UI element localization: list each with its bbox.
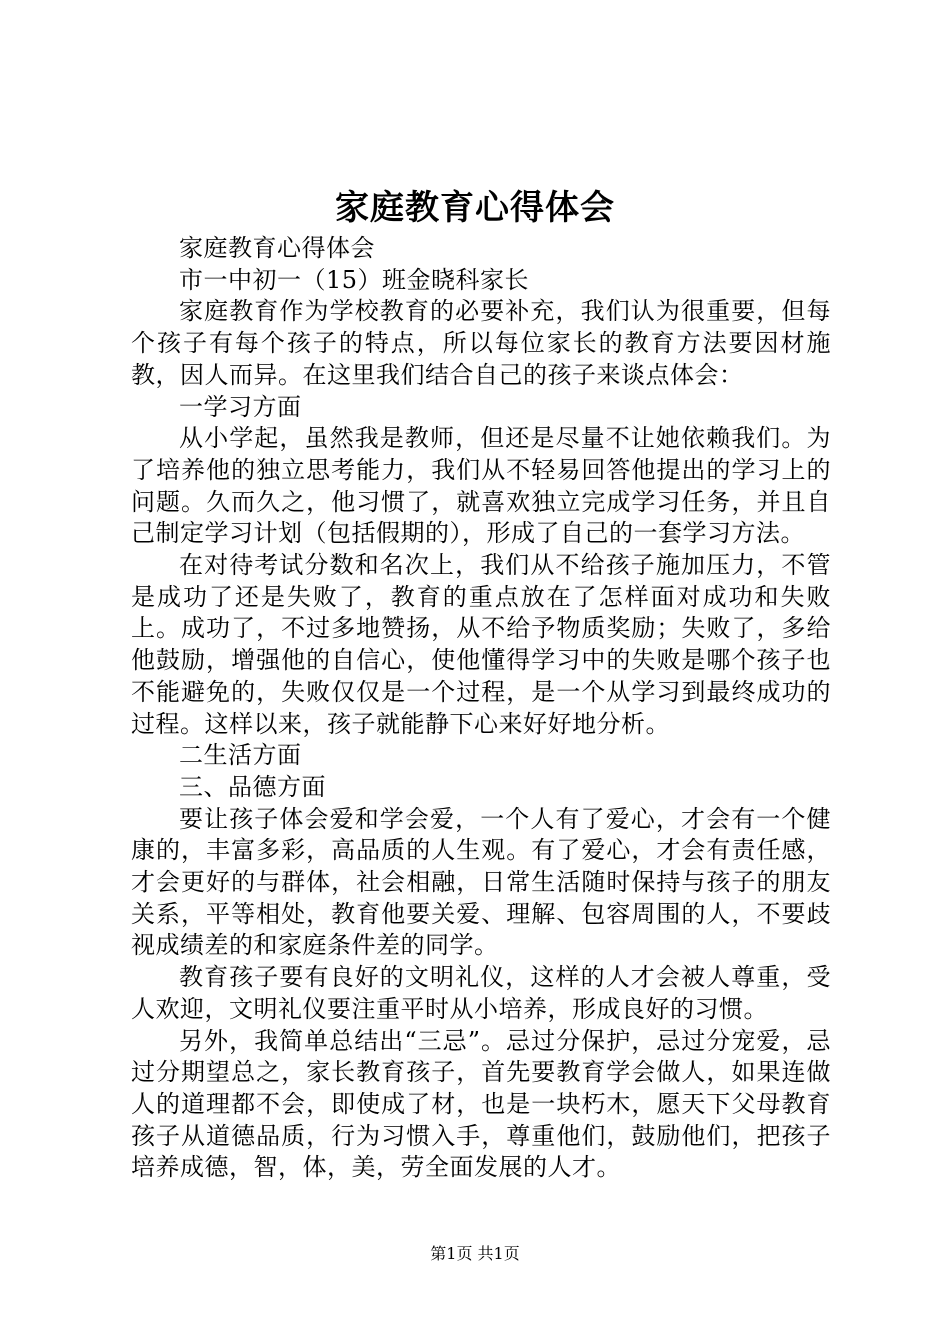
section-heading-morality: 三、品德方面 <box>179 772 326 801</box>
section-heading-life: 二生活方面 <box>179 741 302 770</box>
paragraph-author: 市一中初一（15）班金晓科家长 <box>179 265 530 294</box>
paragraph-study-independence: 从小学起，虽然我是教师，但还是尽量不让她依赖我们。为了培养他的独立思考能力，我们从不轻易回答他提出的学习上的问题。久而久之，他习惯了，就喜欢独立完成学习任务，并且自己制定学习计划（包括假期的），形成了自己的一套学习方法。 <box>131 424 831 548</box>
paragraph-morality-love: 要让孩子体会爱和学会爱，一个人有了爱心，才会有一个健康的，丰富多彩，高品质的人生观。有了爱心，才会有责任感，才会更好的与群体，社会相融，日常生活随时保持与孩子的朋友关系，平等相处，教育他要关爱、理解、包容周围的人，不要歧视成绩差的和家庭条件差的同学。 <box>131 804 831 960</box>
paragraph-conclusion: 另外，我简单总结出“三忌”。忌过分保护，忌过分宠爱，忌过分期望总之，家长教育孩子，首先要教育学会做人，如果连做人的道理都不会，即使成了材，也是一块朽木，愿天下父母教育孩子从道德品质，行为习惯入手，尊重他们，鼓励他们，把孩子培养成德，智，体，美，劳全面发展的人才。 <box>131 1026 831 1182</box>
paragraph-subtitle: 家庭教育心得体会 <box>179 234 375 262</box>
paragraph-morality-etiquette: 教育孩子要有良好的文明礼仪，这样的人才会被人尊重，受人欢迎，文明礼仪要注重平时从小培养，形成良好的习惯。 <box>131 963 831 1023</box>
paragraph-study-exams: 在对待考试分数和名次上，我们从不给孩子施加压力，不管是成功了还是失败了，教育的重点放在了怎样面对成功和失败上。成功了，不过多地赞扬，从不给予物质奖励；失败了，多给他鼓励，增强他的自信心，使他懂得学习中的失败是哪个孩子也不能避免的，失败仅仅是一个过程，是一个从学习到最终成功的过程。这样以来，孩子就能静下心来好好地分析。 <box>131 551 831 738</box>
document-title: 家庭教育心得体会 <box>335 188 615 228</box>
paragraph-intro: 家庭教育作为学校教育的必要补充，我们认为很重要，但每个孩子有每个孩子的特点，所以每位家长的教育方法要因材施教，因人而异。在这里我们结合自己的孩子来谈点体会： <box>131 297 831 389</box>
page-number-footer: 第1页 共1页 <box>430 1244 520 1263</box>
document-body <box>131 233 831 1184</box>
section-heading-study: 一学习方面 <box>179 392 302 421</box>
